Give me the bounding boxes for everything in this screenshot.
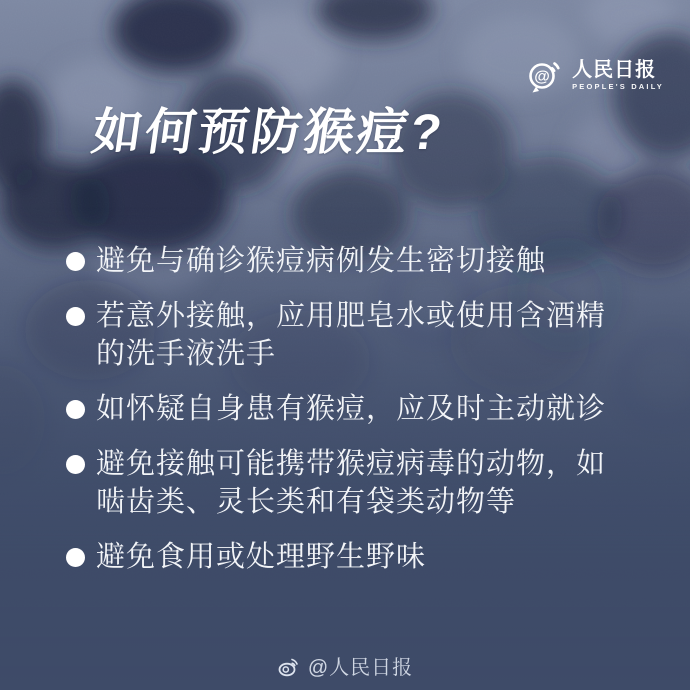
bullet-dot-icon: [66, 455, 85, 474]
svg-text:@: @: [534, 68, 550, 86]
bullet-text: [96, 538, 426, 576]
list-item: [66, 242, 654, 280]
footer-watermark: [0, 651, 690, 680]
bullet-line: 如怀疑自身患有猴痘，应及时主动就诊: [96, 393, 607, 425]
page-title: 如何预防猴痘?: [88, 104, 448, 160]
peoples-daily-logo: [526, 54, 664, 96]
bullet-line: 的洗手液洗手: [96, 338, 277, 370]
bullet-text: [96, 297, 606, 373]
bullet-line: 避免食用或处理野生野味: [96, 541, 427, 573]
weibo-icon: [277, 654, 301, 678]
logo-name-cn: 人民日报: [572, 58, 657, 81]
logo-text: [572, 60, 664, 91]
at-broadcast-icon: [526, 54, 568, 96]
list-item: [66, 445, 654, 521]
list-item: [66, 297, 654, 373]
bullet-line: 若意外接触，应用肥皂水或使用含酒精: [96, 300, 607, 332]
list-item: [66, 538, 654, 576]
prevention-bullet-list: [66, 242, 654, 576]
bullet-line: 避免接触可能携带猴痘病毒的动物，如: [96, 448, 607, 480]
footer-watermark-text: @人民日报: [307, 657, 414, 679]
list-item: [66, 390, 654, 428]
bullet-dot-icon: [66, 252, 85, 271]
bullet-text: [96, 445, 606, 521]
bullet-line: 避免与确诊猴痘病例发生密切接触: [96, 245, 547, 277]
bullet-dot-icon: [66, 400, 85, 419]
bullet-dot-icon: [66, 548, 85, 567]
bullet-text: [96, 390, 606, 428]
bullet-line: 啮齿类、灵长类和有袋类动物等: [96, 486, 517, 518]
logo-name-en: PEOPLE'S DAILY: [572, 81, 664, 91]
bullet-text: [96, 242, 546, 280]
bullet-dot-icon: [66, 307, 85, 326]
